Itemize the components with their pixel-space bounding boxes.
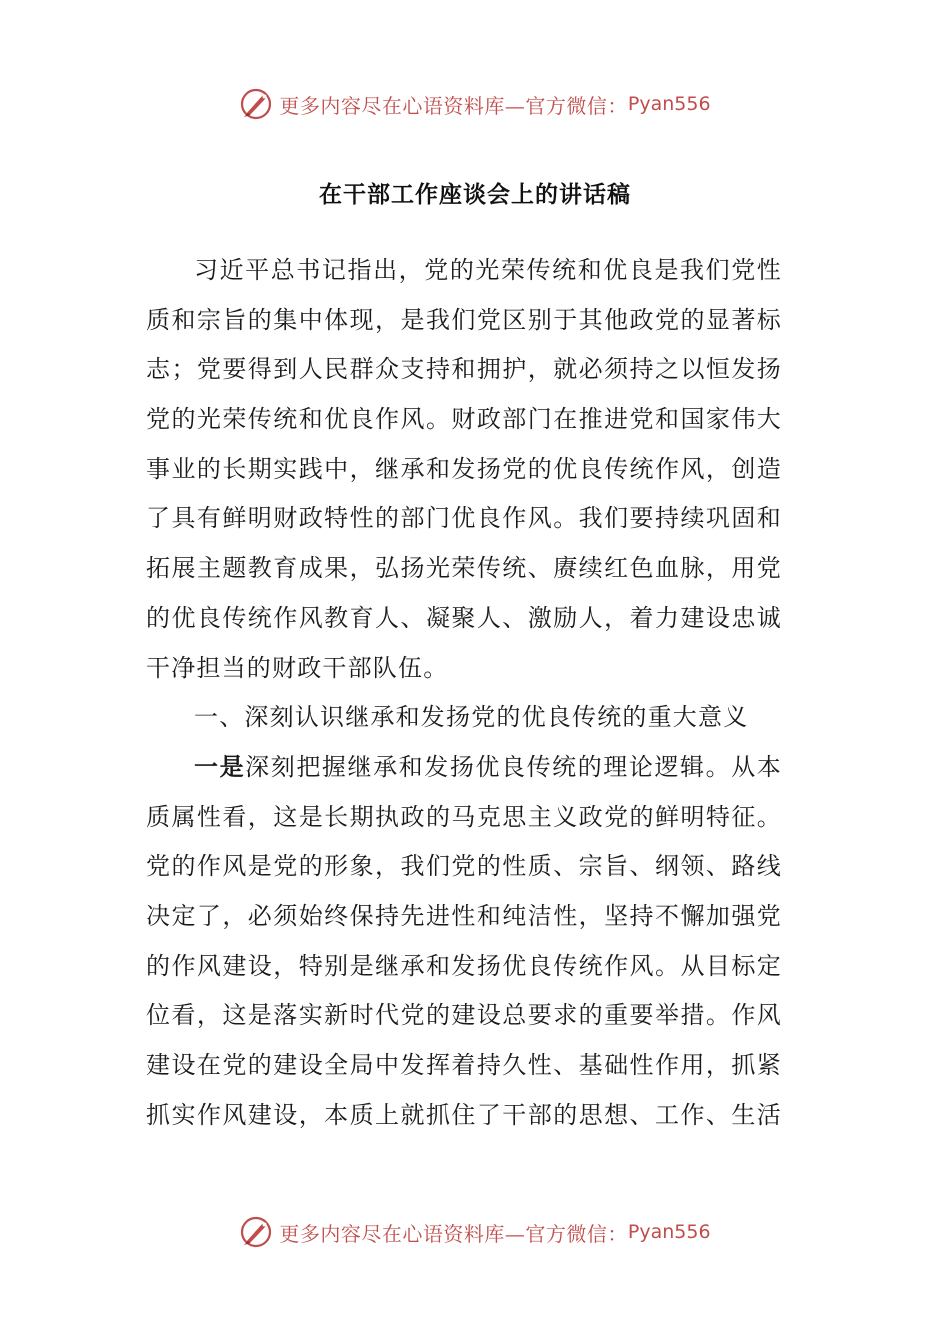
text-line: 位看，这是落实新时代党的建设总要求的重要举措。作风 [146, 1001, 782, 1030]
text-line: 党的光荣传统和优良作风。财政部门在推进党和国家伟大 [146, 405, 782, 434]
text-line: 抓实作风建设，本质上就抓住了干部的思想、工作、生活 [146, 1100, 782, 1129]
section-heading: 一、深刻认识继承和发扬党的优良传统的重大意义 [194, 703, 749, 732]
banner-text: 更多内容尽在心语资料库—官方微信： [279, 93, 628, 118]
pen-logo-icon [239, 1215, 273, 1249]
text-line: 了具有鲜明财政特性的部门优良作风。我们要持续巩固和 [146, 504, 782, 533]
text-line: 党的作风是党的形象，我们党的性质、宗旨、纲领、路线 [146, 852, 782, 881]
text-line: 拓展主题教育成果，弘扬光荣传统、赓续红色血脉，用党 [146, 554, 782, 583]
banner-contact: Pyan556 [627, 93, 711, 115]
text-line: 事业的长期实践中，继承和发扬党的优良传统作风，创造 [146, 454, 782, 483]
banner-contact: Pyan556 [627, 1221, 711, 1243]
pen-logo-icon [239, 87, 273, 121]
footer-banner [0, 1212, 950, 1252]
text-line: 习近平总书记指出，党的光荣传统和优良是我们党性 [194, 256, 782, 284]
text-line: 的作风建设，特别是继承和发扬优良传统作风。从目标定 [146, 951, 782, 980]
header-banner [0, 84, 950, 124]
text-line: 质属性看，这是长期执政的马克思主义政党的鲜明特征。 [146, 802, 782, 831]
text-line: 的优良传统作风教育人、凝聚人、激励人，着力建设忠诚 [146, 603, 782, 632]
document-body [146, 246, 782, 1140]
text-line: 决定了，必须始终保持先进性和纯洁性，坚持不懈加强党 [146, 901, 782, 930]
text-line: 干净担当的财政干部队伍。 [146, 653, 449, 682]
banner-text: 更多内容尽在心语资料库—官方微信： [279, 1221, 628, 1246]
document-title: 在干部工作座谈会上的讲话稿 [319, 182, 631, 208]
point-text: 深刻把握继承和发扬优良传统的理论逻辑。从本 [245, 752, 782, 781]
text-line [146, 743, 782, 793]
text-line: 建设在党的建设全局中发挥着持久性、基础性作用，抓紧 [146, 1051, 782, 1079]
text-line: 志；党要得到人民群众支持和拥护，就必须持之以恒发扬 [146, 355, 782, 384]
text-line: 质和宗旨的集中体现，是我们党区别于其他政党的显著标 [146, 305, 782, 334]
point-label: 一是 [194, 752, 246, 781]
